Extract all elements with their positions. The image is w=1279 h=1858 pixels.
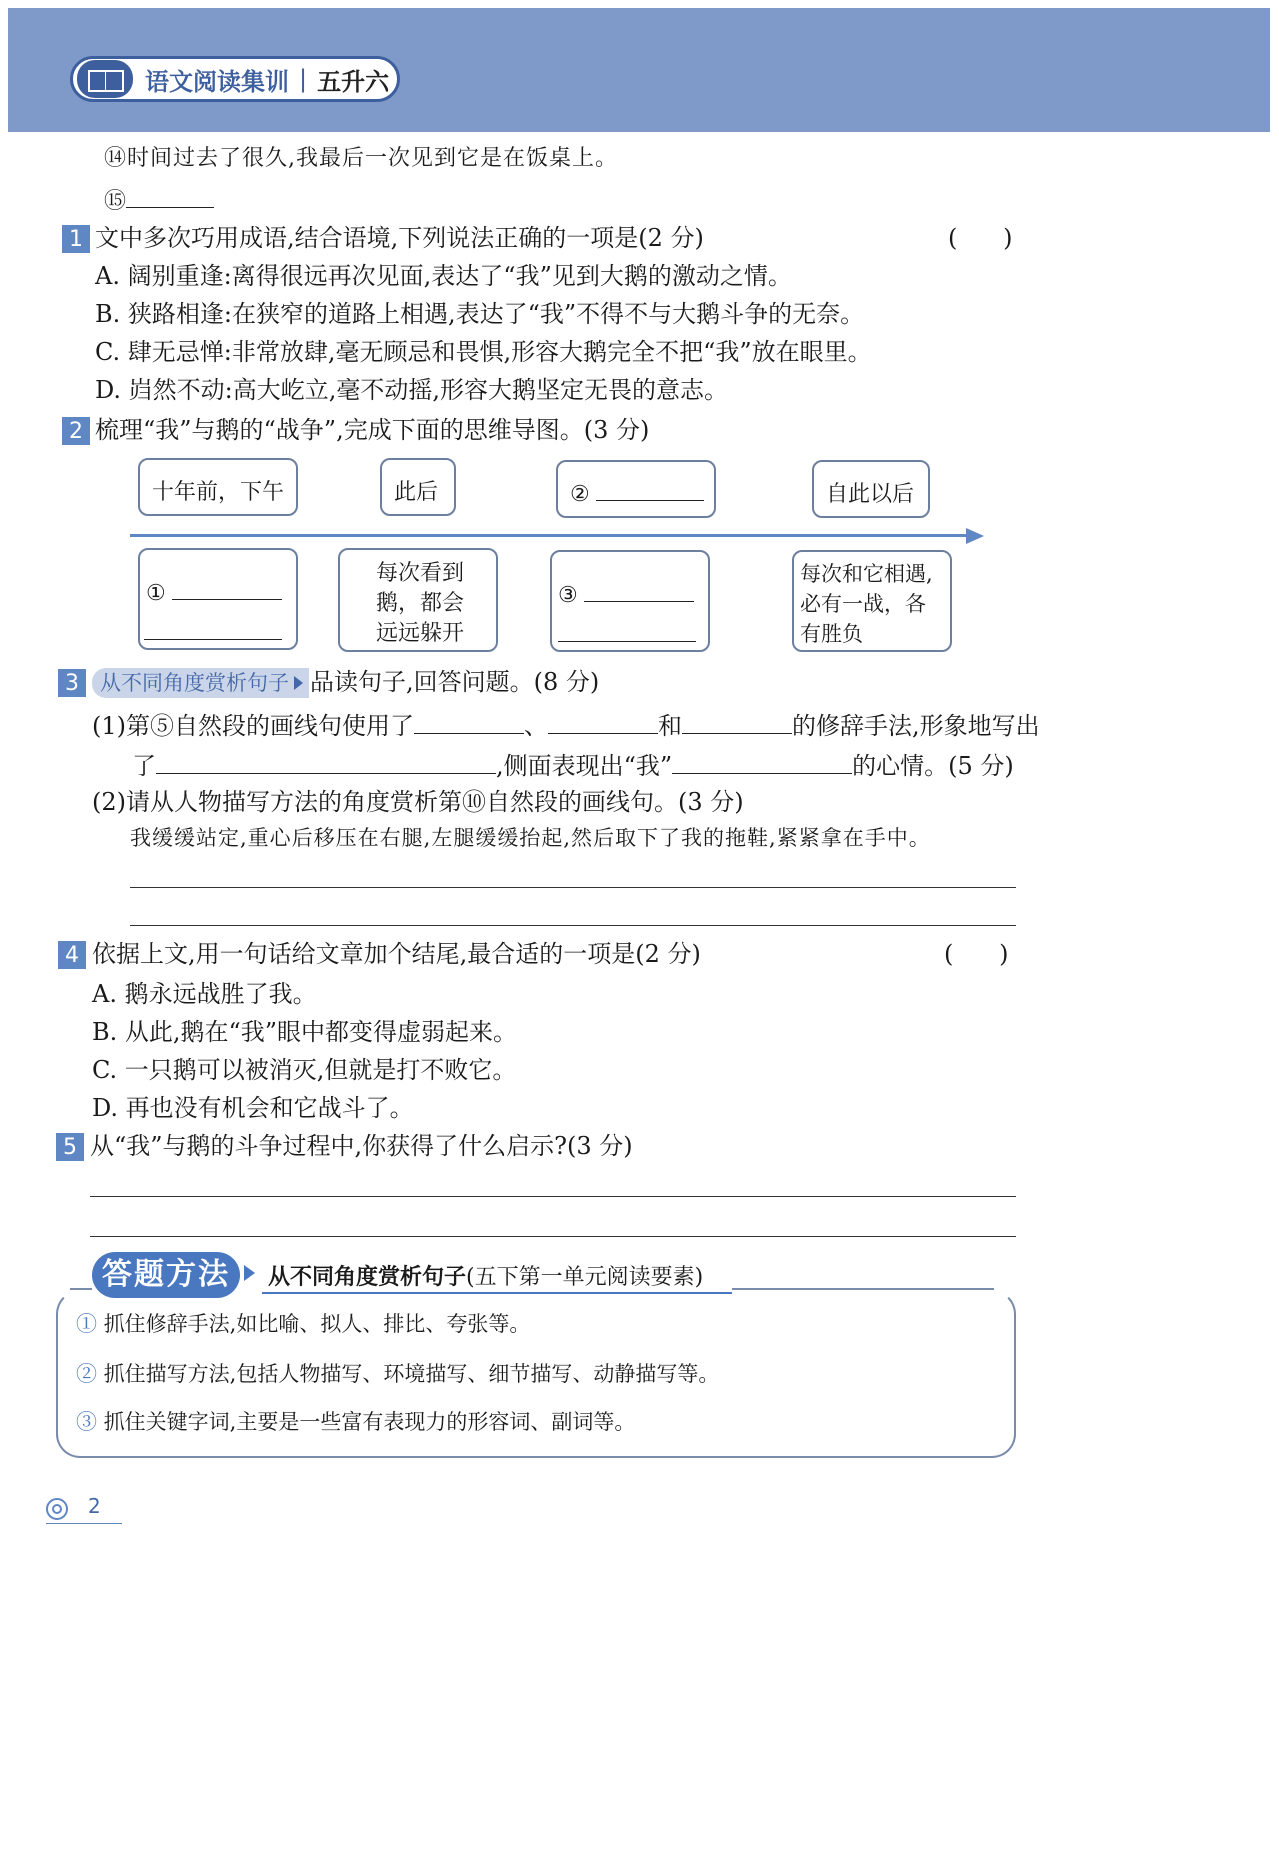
passage-paragraph-14: ⑭时间过去了很久,我最后一次见到它是在饭桌上。: [104, 146, 618, 171]
rhetoric-blank-3[interactable]: [682, 710, 792, 734]
answer-line[interactable]: [130, 925, 1016, 926]
method-label: 答题方法: [92, 1252, 240, 1298]
question-4-option-d[interactable]: D. 再也没有机会和它战斗了。: [92, 1094, 414, 1122]
page-number: 2: [88, 1494, 101, 1518]
method-item-number: ③: [76, 1410, 97, 1434]
mindmap-top-box-2: [380, 458, 456, 516]
question-3-sub-1-end: 的心情。(5 分): [852, 752, 1014, 780]
paragraph-15-blank[interactable]: [126, 184, 214, 208]
question-3-sub-1-prompt: (1)第⑤自然段的画线句使用了: [92, 712, 414, 740]
method-item: [76, 1410, 635, 1435]
mindmap-top-box-1: [138, 458, 298, 516]
answer-line[interactable]: [90, 1196, 1016, 1197]
question-1-stem: 文中多次巧用成语,结合语境,下列说法正确的一项是(2 分): [95, 224, 704, 252]
method-title-note: (五下第一单元阅读要素): [466, 1265, 704, 1290]
question-4-option-b[interactable]: B. 从此,鹅在“我”眼中都变得虚弱起来。: [92, 1018, 518, 1046]
method-box-top-border: [732, 1288, 994, 1290]
mindmap-bottom-box-2-line-2: 鹅，都会: [376, 591, 465, 616]
method-item: [76, 1362, 719, 1387]
mindmap-top-box-4-text: 自此以后: [826, 482, 915, 507]
question-3-sub-1-line-2: [132, 750, 1014, 781]
mindmap-blank-3b[interactable]: [558, 618, 696, 642]
rhetoric-blank-1[interactable]: [414, 710, 524, 734]
mindmap-blank-2-label: ②: [570, 482, 590, 507]
question-3-stem: 品读句子,回答问题。(8 分): [310, 668, 600, 696]
method-item: [76, 1312, 530, 1337]
mindmap-top-box-3: [556, 460, 716, 518]
question-3-sub-1-le: 了: [132, 752, 156, 780]
mindmap-blank-3-label: ③: [558, 583, 578, 608]
question-4-answer-paren[interactable]: ( ): [944, 940, 1009, 968]
question-5-stem: 从“我”与鹅的斗争过程中,你获得了什么启示?(3 分): [90, 1132, 633, 1160]
paragraph-15-number: ⑮: [104, 189, 127, 214]
mindmap-top-box-1-text: 十年前，下午: [152, 480, 285, 505]
series-title: 语文阅读集训: [145, 67, 289, 96]
question-4-stem: 依据上文,用一句话给文章加个结尾,最合适的一项是(2 分): [92, 940, 701, 968]
question-1-option-c[interactable]: C. 肆无忌惮:非常放肆,毫无顾忌和畏惧,形容大鹅完全不把“我”放在眼里。: [95, 338, 872, 366]
method-box-top-border: [70, 1288, 92, 1290]
mindmap-blank-2[interactable]: [596, 477, 704, 501]
method-title-main: 从不同角度赏析句子: [268, 1265, 467, 1290]
separator-dun: 、: [524, 712, 548, 740]
mindmap-bottom-box-2-line-3: 远远躲开: [376, 621, 465, 646]
method-item-text: 抓住关键字词,主要是一些富有表现力的形容词、副词等。: [103, 1410, 636, 1434]
quoted-sentence: 我缓缓站定,重心后移压在右腿,左腿缓缓抬起,然后取下了我的拖鞋,紧紧拿在手中。: [130, 826, 931, 850]
question-3-sub-1-middle: ,侧面表现出“我”: [496, 752, 673, 780]
mindmap-blank-1b[interactable]: [144, 616, 282, 640]
mindmap-bottom-box-4-line-1: 每次和它相遇,: [800, 562, 933, 586]
grade-label: 五升六: [317, 67, 390, 96]
question-4-option-a[interactable]: A. 鹅永远战胜了我。: [92, 980, 317, 1008]
answer-line[interactable]: [90, 1236, 1016, 1237]
question-4-option-c[interactable]: C. 一只鹅可以被消灭,但就是打不败它。: [92, 1056, 517, 1084]
mindmap-bottom-box-4-line-3: 有胜负: [800, 622, 863, 646]
mindmap-blank-1a[interactable]: [172, 576, 282, 600]
book-series-badge: [70, 56, 400, 102]
question-4-number: 4: [58, 941, 86, 969]
timeline-arrow-head-icon: [966, 528, 984, 544]
question-5-number: 5: [56, 1133, 84, 1161]
question-1-option-a[interactable]: A. 阔别重逢:离得很远再次见面,表达了“我”见到大鹅的激动之情。: [95, 262, 792, 290]
mindmap-blank-1-label: ①: [146, 581, 166, 606]
page-footer: [46, 1494, 122, 1524]
question-1-answer-paren[interactable]: ( ): [948, 224, 1013, 252]
question-1-number: 1: [62, 225, 90, 253]
mindmap-bottom-box-4-line-2: 必有一战，各: [800, 592, 926, 616]
method-item-number: ①: [76, 1312, 97, 1336]
described-content-blank[interactable]: [156, 750, 496, 774]
method-title-underline: [262, 1292, 732, 1294]
method-item-number: ②: [76, 1362, 97, 1386]
question-2-stem: 梳理“我”与鹅的“战争”,完成下面的思维导图。(3 分): [95, 416, 650, 444]
mindmap-top-box-2-text: 此后: [394, 480, 439, 505]
mindmap-bottom-box-3: [550, 550, 710, 652]
question-1-option-b[interactable]: B. 狭路相逢:在狭窄的道路上相遇,表达了“我”不得不与大鹅斗争的无奈。: [95, 300, 865, 328]
question-3-sub-2: (2)请从人物描写方法的角度赏析第⑩自然段的画线句。(3 分): [92, 788, 744, 816]
skill-tag: 从不同角度赏析句子: [92, 668, 309, 698]
timeline-arrow-line: [130, 534, 968, 537]
feeling-blank[interactable]: [672, 750, 852, 774]
sun-icon: [46, 1498, 68, 1520]
rhetoric-blank-2[interactable]: [548, 710, 658, 734]
question-1-option-d[interactable]: D. 岿然不动:高大屹立,毫不动摇,形容大鹅坚定无畏的意志。: [95, 376, 728, 404]
question-3-sub-1-line-1: [92, 710, 1040, 741]
title-separator: |: [299, 65, 308, 93]
question-3-sub-1-suffix: 的修辞手法,形象地写出: [792, 712, 1040, 740]
method-item-text: 抓住修辞手法,如比喻、拟人、排比、夸张等。: [103, 1312, 531, 1336]
method-title: [268, 1260, 703, 1291]
method-item-text: 抓住描写方法,包括人物描写、环境描写、细节描写、动静描写等。: [103, 1362, 720, 1386]
mindmap-bottom-box-1: [138, 548, 298, 650]
book-icon: [77, 60, 133, 98]
mindmap-blank-3a[interactable]: [584, 578, 694, 602]
question-2-number: 2: [62, 417, 90, 445]
mindmap-top-box-4: [812, 460, 930, 518]
separator-he: 和: [658, 712, 682, 740]
mindmap-bottom-box-2: [338, 548, 498, 652]
triangle-arrow-icon: [244, 1265, 255, 1281]
question-3-number: 3: [58, 669, 86, 697]
mindmap-bottom-box-2-line-1: 每次看到: [376, 561, 465, 586]
mindmap-bottom-box-4: [792, 550, 952, 652]
answer-line[interactable]: [130, 887, 1016, 888]
passage-paragraph-15: [104, 184, 214, 215]
